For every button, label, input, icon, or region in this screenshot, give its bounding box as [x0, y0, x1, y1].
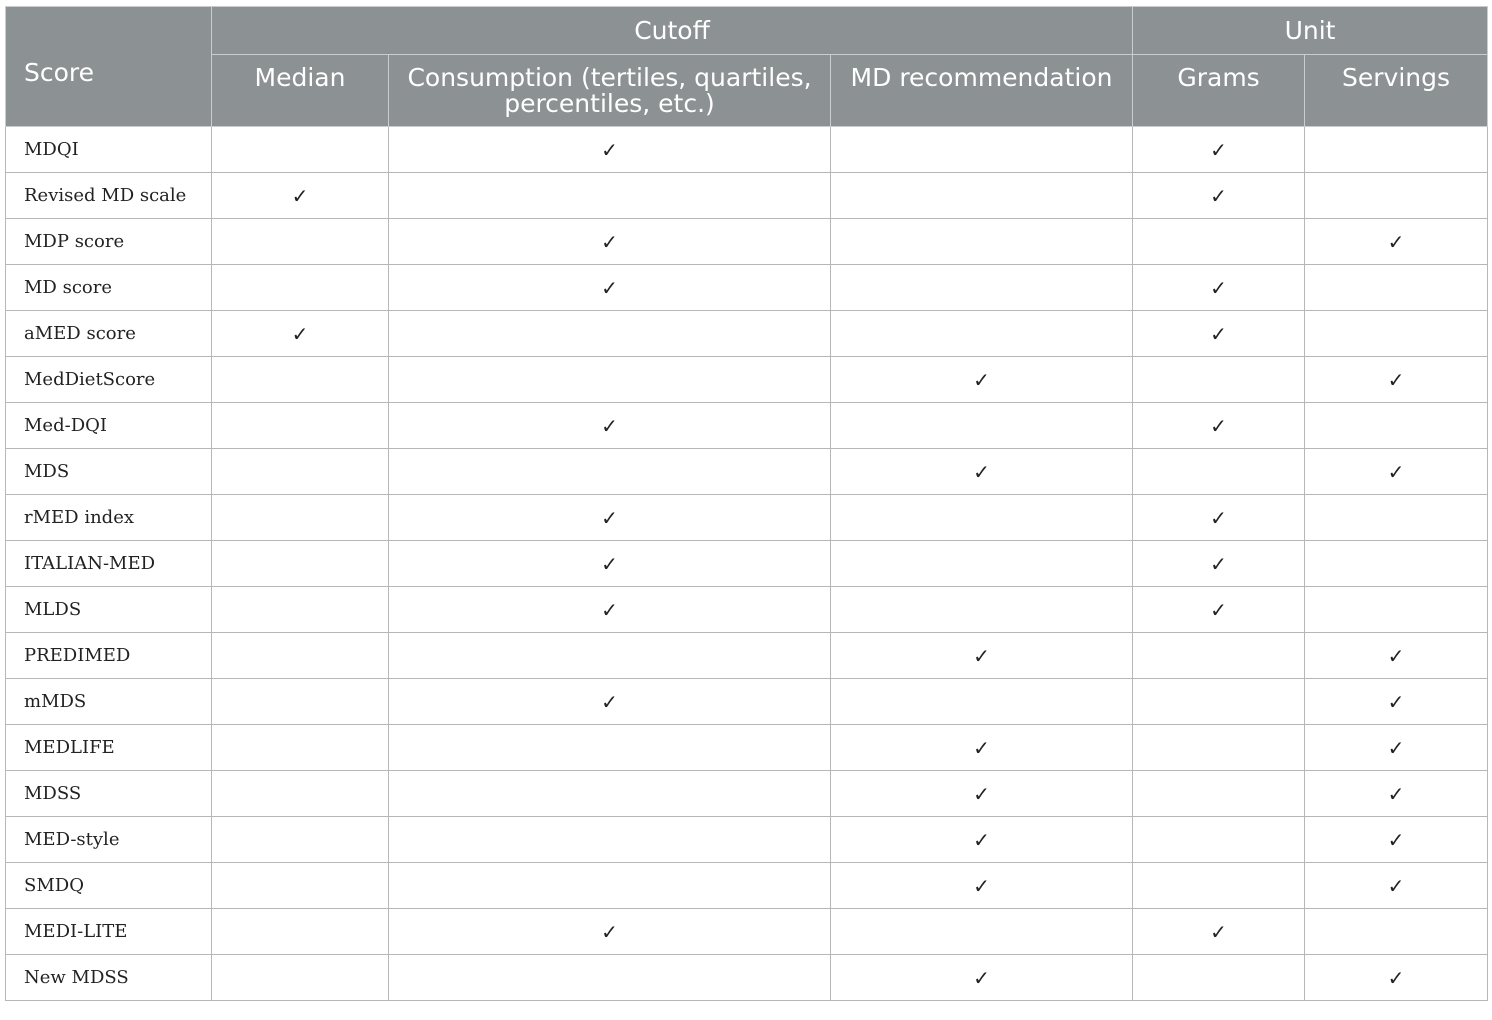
row-median-check	[212, 725, 389, 771]
table-row	[6, 771, 1488, 817]
row-md-recommendation-check: ✓	[831, 357, 1133, 403]
row-md-recommendation-check	[831, 311, 1133, 357]
row-grams-check: ✓	[1133, 495, 1305, 541]
row-score-name: MDSS	[6, 771, 212, 817]
row-servings-check	[1305, 587, 1488, 633]
row-median-check	[212, 587, 389, 633]
row-score-name: SMDQ	[6, 863, 212, 909]
row-consumption-check: ✓	[389, 909, 831, 955]
header-consumption-line2: percentiles, etc.)	[504, 89, 715, 118]
row-score-name: aMED score	[6, 311, 212, 357]
row-servings-check: ✓	[1305, 633, 1488, 679]
table-row	[6, 173, 1488, 219]
row-consumption-check	[389, 817, 831, 863]
table-row	[6, 311, 1488, 357]
row-consumption-check: ✓	[389, 495, 831, 541]
row-md-recommendation-check: ✓	[831, 725, 1133, 771]
row-score-name: MED-style	[6, 817, 212, 863]
row-servings-check: ✓	[1305, 357, 1488, 403]
table-header	[6, 7, 1488, 127]
row-score-name: Med-DQI	[6, 403, 212, 449]
row-score-name: MEDLIFE	[6, 725, 212, 771]
row-median-check	[212, 909, 389, 955]
row-md-recommendation-check: ✓	[831, 817, 1133, 863]
row-median-check	[212, 265, 389, 311]
row-median-check	[212, 403, 389, 449]
row-grams-check	[1133, 219, 1305, 265]
row-consumption-check	[389, 311, 831, 357]
row-md-recommendation-check: ✓	[831, 863, 1133, 909]
row-grams-check	[1133, 955, 1305, 1001]
table-row	[6, 725, 1488, 771]
row-servings-check	[1305, 909, 1488, 955]
header-consumption-line1: Consumption (tertiles, quartiles,	[407, 63, 812, 92]
row-consumption-check: ✓	[389, 679, 831, 725]
row-grams-check	[1133, 771, 1305, 817]
row-median-check	[212, 817, 389, 863]
row-grams-check: ✓	[1133, 587, 1305, 633]
row-md-recommendation-check: ✓	[831, 633, 1133, 679]
row-consumption-check: ✓	[389, 127, 831, 173]
row-grams-check	[1133, 817, 1305, 863]
row-grams-check: ✓	[1133, 909, 1305, 955]
row-md-recommendation-check	[831, 679, 1133, 725]
header-cutoff: Cutoff	[212, 7, 1133, 55]
row-median-check	[212, 495, 389, 541]
row-score-name: MDS	[6, 449, 212, 495]
row-score-name: MedDietScore	[6, 357, 212, 403]
table-row	[6, 541, 1488, 587]
row-median-check	[212, 955, 389, 1001]
row-md-recommendation-check: ✓	[831, 955, 1133, 1001]
row-servings-check: ✓	[1305, 219, 1488, 265]
row-consumption-check	[389, 863, 831, 909]
row-median-check	[212, 771, 389, 817]
row-servings-check: ✓	[1305, 449, 1488, 495]
table-row	[6, 587, 1488, 633]
row-grams-check	[1133, 633, 1305, 679]
row-md-recommendation-check	[831, 265, 1133, 311]
row-median-check	[212, 679, 389, 725]
header-servings: Servings	[1305, 55, 1488, 127]
row-consumption-check: ✓	[389, 403, 831, 449]
row-servings-check	[1305, 127, 1488, 173]
row-score-name: ITALIAN-MED	[6, 541, 212, 587]
row-grams-check: ✓	[1133, 541, 1305, 587]
row-median-check	[212, 863, 389, 909]
header-median: Median	[212, 55, 389, 127]
row-grams-check: ✓	[1133, 403, 1305, 449]
row-score-name: MLDS	[6, 587, 212, 633]
row-median-check	[212, 219, 389, 265]
table-row	[6, 127, 1488, 173]
row-md-recommendation-check	[831, 587, 1133, 633]
row-median-check	[212, 357, 389, 403]
row-consumption-check: ✓	[389, 587, 831, 633]
table-row	[6, 495, 1488, 541]
row-consumption-check: ✓	[389, 265, 831, 311]
row-consumption-check	[389, 771, 831, 817]
row-md-recommendation-check	[831, 909, 1133, 955]
row-md-recommendation-check	[831, 173, 1133, 219]
row-median-check	[212, 449, 389, 495]
row-servings-check	[1305, 495, 1488, 541]
row-score-name: rMED index	[6, 495, 212, 541]
row-consumption-check	[389, 955, 831, 1001]
row-md-recommendation-check	[831, 219, 1133, 265]
row-consumption-check	[389, 633, 831, 679]
row-grams-check: ✓	[1133, 311, 1305, 357]
table-row	[6, 863, 1488, 909]
row-grams-check: ✓	[1133, 127, 1305, 173]
row-servings-check	[1305, 403, 1488, 449]
row-score-name: MDP score	[6, 219, 212, 265]
row-score-name: PREDIMED	[6, 633, 212, 679]
table-row	[6, 679, 1488, 725]
row-grams-check	[1133, 679, 1305, 725]
header-md-recommendation: MD recommendation	[831, 55, 1133, 127]
table-row	[6, 909, 1488, 955]
row-md-recommendation-check	[831, 127, 1133, 173]
row-score-name: MD score	[6, 265, 212, 311]
row-servings-check: ✓	[1305, 863, 1488, 909]
header-consumption	[389, 55, 831, 127]
row-consumption-check	[389, 449, 831, 495]
row-grams-check	[1133, 863, 1305, 909]
row-servings-check	[1305, 265, 1488, 311]
header-unit: Unit	[1133, 7, 1488, 55]
row-servings-check: ✓	[1305, 817, 1488, 863]
row-consumption-check	[389, 725, 831, 771]
score-cutoff-unit-table	[5, 6, 1488, 1001]
row-grams-check: ✓	[1133, 173, 1305, 219]
row-servings-check: ✓	[1305, 725, 1488, 771]
row-median-check	[212, 633, 389, 679]
row-md-recommendation-check: ✓	[831, 449, 1133, 495]
row-score-name: New MDSS	[6, 955, 212, 1001]
row-servings-check: ✓	[1305, 679, 1488, 725]
row-grams-check	[1133, 725, 1305, 771]
row-median-check: ✓	[212, 311, 389, 357]
table-row	[6, 449, 1488, 495]
row-md-recommendation-check	[831, 495, 1133, 541]
row-grams-check: ✓	[1133, 265, 1305, 311]
row-md-recommendation-check	[831, 403, 1133, 449]
row-md-recommendation-check	[831, 541, 1133, 587]
table-row	[6, 403, 1488, 449]
row-servings-check	[1305, 173, 1488, 219]
header-score: Score	[6, 7, 212, 127]
row-servings-check	[1305, 311, 1488, 357]
row-score-name: mMDS	[6, 679, 212, 725]
row-grams-check	[1133, 357, 1305, 403]
table-row	[6, 265, 1488, 311]
table-row	[6, 955, 1488, 1001]
row-score-name: MDQI	[6, 127, 212, 173]
row-median-check	[212, 127, 389, 173]
row-median-check: ✓	[212, 173, 389, 219]
row-consumption-check: ✓	[389, 541, 831, 587]
row-score-name: Revised MD scale	[6, 173, 212, 219]
table-row	[6, 219, 1488, 265]
row-score-name: MEDI-LITE	[6, 909, 212, 955]
table-row	[6, 357, 1488, 403]
table-body	[6, 127, 1488, 1001]
row-consumption-check	[389, 173, 831, 219]
row-consumption-check: ✓	[389, 219, 831, 265]
table-row	[6, 817, 1488, 863]
row-grams-check	[1133, 449, 1305, 495]
row-servings-check	[1305, 541, 1488, 587]
header-grams: Grams	[1133, 55, 1305, 127]
row-servings-check: ✓	[1305, 955, 1488, 1001]
row-consumption-check	[389, 357, 831, 403]
row-servings-check: ✓	[1305, 771, 1488, 817]
row-median-check	[212, 541, 389, 587]
row-md-recommendation-check: ✓	[831, 771, 1133, 817]
table-row	[6, 633, 1488, 679]
